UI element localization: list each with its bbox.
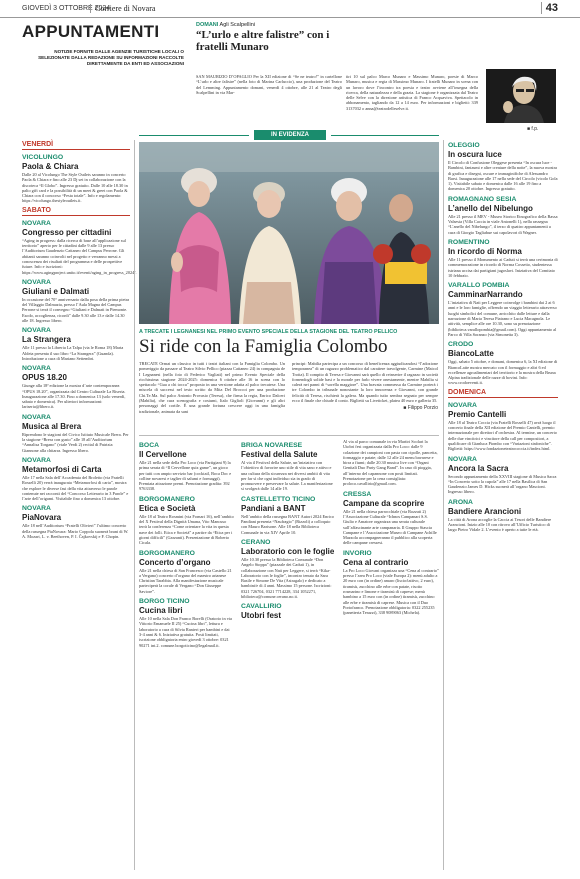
top-story-col2: tiri 10 sul palco Marco Munaro e Massimo Munaro, poesie di Marco Munaro, musica e regia di Massimo Munaro. I fratelli Munaro in scena con un lavoro dove l’incontro tra poesia e teatro avviene all’insegna della ricerca, della naturalezza e della grazia. La stagione è organizzata dal Teatro delle Selve con la direzione artistica di Franco Acquaviva. Spettacolo in abbonamento, tagliando da 12 a 14 euro. Per informazioni e biglietti: 339 3137032 o anna@teatrodelleselve.it. — [346, 74, 478, 111]
column-divider — [134, 140, 135, 870]
city-label: ARONA — [448, 498, 473, 506]
city-label: VARALLO POMBIA — [448, 282, 510, 290]
event-title: Concerto d’organo — [139, 557, 211, 567]
day-heading: SABATO — [22, 207, 130, 216]
event-title: Utobri fest — [241, 611, 281, 621]
issue-date: GIOVEDÌ 3 OTTOBRE 2024 — [22, 5, 111, 12]
page-number: 43 — [541, 2, 558, 14]
event-text: Giunge alla 18ª edizione la mostra d’arte contemporanea “OPUS 18.20”, organizzata dal Centro Culturale La Riseria. Inaugurazione alle 17.30. Fino a domenica 13 (solo venerdì, sabato e domenica). Per ulteriori informazioni: lariseria@libero.it. — [22, 383, 126, 410]
city-label: CASTELLETTO TICINO — [241, 495, 316, 503]
main-article-col2-wrap — [292, 361, 438, 411]
top-story — [196, 22, 342, 53]
event-text: Al via al parco comunale in via Martiri Scolari la Utobri fest organizzata dalla Pro Loco: dalle 9 colazione dei campioni con pasta con cipolle, pancetta, formaggio e patate; dalle 12 alle 24 menu bavarese e birra a fiumi; dalle 20.30 musica live con “Organi Genitali Duo Party Gang Band”. In caso di pioggia, all’interno del capannone con posti limitati. Prenotazione per la cena consigliata: proloco.cavallirio@gmail.com. — [343, 439, 438, 487]
event-title: OPUS 18.20 — [22, 373, 67, 383]
event-title: In ricordo di Norma — [448, 246, 522, 256]
event-title: Congresso per cittadini — [22, 227, 112, 237]
event-title: Bandiere Arancioni — [448, 506, 522, 516]
event-text: Oggi, sabato 5 ottobre, e domani, domenica 6, la XI edizione di BiancoLatte mostra mercato con il formaggio e altri 6 ed eccellenze agroalimentari del territorio e la mostra della Bruna Alpina tradizionale delle razze di bovini. Info: www.crodoeventi.it. — [448, 359, 558, 386]
page-header — [0, 0, 580, 18]
event-title: Pandiani a BANT — [241, 503, 306, 513]
column-divider — [443, 140, 444, 870]
event-text: Alle 10 nella Sala Don Franco Borelli (Oratorio in via Vittorio Emanuele II 25) “Cucina libri”, lettura e laboratorio a cura di Silvia Ranieri per bambini e dai 3-4 anni & 6. Iniziativa gratuita. Posti limitati, iscrizione obbligatoria entro giovedì 3 ottobre: 0321 90271 int.2. comune.borgoticino@legalmail.it. — [139, 616, 232, 648]
day-heading: DOMENICA — [448, 389, 558, 398]
city-label: BRIGA NOVARESE — [241, 442, 303, 449]
city-label: NOVARA — [22, 219, 51, 227]
city-label: BORGOMANERO — [139, 495, 195, 503]
event-title: BiancoLatte — [448, 349, 494, 359]
event-text: Il Circolo di Confusione Oleggese presenta “In oscura luce - Bambini, fantasmi e altre creature della notte”, la nuova mostra di grafica e disegni, oscure e immaginifiche di Alessandro Barsi. Inaugurazione alle 17 nella sede del Circolo (vicolo Gola 1). Visitabile sabato e domenica dalle 16 alle 19 fino a domenica 20 ottobre. Ingresso gratuito. — [448, 160, 558, 192]
city-label: BOCA — [139, 442, 160, 449]
main-headline: Si ride con la Famiglia Colombo — [139, 336, 388, 357]
event-title: La Strangera — [22, 335, 71, 345]
city-label: ROMENTINO — [448, 238, 490, 246]
evidenza-rule-right — [331, 135, 439, 136]
event-text: “Aging in progress: dalla ricerca di base all’applicazione sul territorio” aperto per le cittadini dalle 9 alle 13 presso l’Auditorium Gaudenzio Cattaneo del Campus Perrone. Gli abitanti saranno coinvolti nel progetto e verranno messi a conoscenza dei risultati del programma e delle prospettive future. Info e iscrizioni: https://www.agingproject.unito.it/eventi/aging_in_progress_2024/. — [22, 237, 137, 275]
event-text: La Pro Loco Giovani organizza una “Cena al contrario” presso l’area Pro Loco (viale Europa 2): menù adulto a 20 euro con (in ordine) amaro (liscio/tattivo, 2 euro), tiramisù, zucchino alle erbe con patate, risotto rosmarino e limone e tiramisù di caprese; menù bambino a 15 euro con (in ordine) tiramisù, zucchino alle erbe e tiramisù di caprese. Musica con il Duo Portofranco. Prenotazione obbligatoria: 0322 255235 (panetteria Terazzi), 338 9089063 (Michela). — [343, 567, 439, 616]
event-title: Metamorfosi di Carta — [22, 464, 102, 474]
event-title: Laboratorio con le foglie — [241, 546, 335, 556]
main-article-author: ■ Filippo Porzio — [403, 405, 438, 412]
top-story-signature: ■ f.p. — [527, 126, 539, 132]
event-text: La città di Arona accoglie la Caccia ai Tesori delle Bandiere Arancioni. Inizio alle 10 con ritrovo all’Ufficio Turistico di largo Pietro Vidale 2. L’evento è aperto a tutte le età. — [448, 516, 552, 533]
event-title: L’anello del Nibelungo — [448, 203, 533, 213]
event-text: Alle 21 presso il MEV - Museo Storico Etnografico della Bassa Valsesia (Villa Caccia in viale Antonelli 1), nella rassegna “L’anello del Nibelungo”, il terzo di quattro appuntamenti a cura di Giorgio Tagliabue sui capolavori di Wagner. — [448, 213, 558, 235]
main-article-col2: principi: Mabilia partecipa a un concorso di beneficenza aggiudicandosi “l’adozione temporanea” di un ragazzo problematico dal carattere travolgente, Carmine (Maicol Trotta). Il compito di Teresa e Giovanni sarà quello di reinserire il ragazzo in società fornendogli solide basi e la morale per farlo vivere onestamente, mentre Mabilia si calerà nei panni di “sorella maggiore”. Una bravata commessa da Carmine porterà i tre Colombo in tribunale nonostante la loro innocenza e Giovanni, con grande felicità di Teresa, rischierà la galera. Ma quando tutto sembra segnato per sempre ecco il finale che chiude il conto. Biglietti su Liveticket, platea 40 euro e galleria 35. — [292, 361, 438, 404]
event-title: Ancora la Sacra — [448, 463, 509, 473]
center-column-2 — [241, 438, 336, 620]
event-title: In oscura luce — [448, 150, 502, 159]
event-title: Premio Cantelli — [448, 409, 507, 419]
event-title: Giuliani e Dalmati — [22, 286, 90, 296]
section-title: APPUNTAMENTI — [22, 22, 160, 41]
city-label: CERANO — [241, 538, 271, 546]
event-text: L’iniziativa di Nati per Leggere coinvolge i bambini dai 2 ai 6 anni e le loro famiglie, offrendo un viaggio letterario attraverso luoghi simbolici del comune, arricchito dalle letture e dalla narrazione di Maria Teresa Piatrano e Lucia Macagnola. Le attività, semplice alle ore 10.30, sono su prenotazione (biblioteca.varallopombia@gmail.com). Oggi appuntamento al Parco di Villa Soranzo (via Simonetta 3). — [448, 300, 557, 337]
city-label: NOVARA — [22, 413, 51, 421]
top-story-section: DOMANI Agli Scalpellini — [196, 22, 256, 28]
section-rule — [139, 435, 439, 436]
city-label: NOVARA — [22, 456, 51, 464]
event-title: Il Cervellone — [139, 450, 187, 459]
legnanesi-photo — [139, 142, 439, 324]
event-text: Alle 11 presso il Monumento ai Caduti si terrà una cerimonia di commemorazione in ricordo di Norma Cossetto, studentessa istriana uccisa dai partigiani jugoslavi. Iniziativa del Comitato 10 febbraio. — [448, 256, 558, 278]
center-column-3 — [343, 438, 439, 615]
event-text: Alle 21 nella chiesa di San Francesco (via Castello 21 a Vergano) concerto d’organo del maestro arianese Christian Tarabbia. Alla manifestazione musicale parteciperà la corale di Vergano “Don Giuseppe Saviore”. — [139, 567, 232, 594]
event-text: Alle 18 nell’Auditorium “Fratelli Olivieri” l’ultimo concerto della rassegna PiaNovara: Mario Coppola suonerà brani di W. A. Mozart, L. v. Beethoven, P. I. Čajkovskij e F. Chopin. — [22, 523, 129, 539]
event-text: Alle 21 nella chiesa parrocchiale (via Rozzati 2) l’Associazione Culturale “Ichnos Campanari S.S. Giulio e Amatore organizza una serata culturale sull’affascinante arte campanaria. Il Gruppo Stascia Campane e l’Associazione Museo di Campane Achille Mazzola accompagneranno il pubblico alla scoperta delle campane cressesi. — [343, 508, 437, 546]
event-text: Alle 17 nella Sala dell’Accademia del Broletto (via Fratelli Rosselli 20) verrà inaugurata “Metamorfosi di carta”, mostra che esplore le diverse fasi della vita attraverso le parole contenute nei racconti del “Concorso Letterario in 3 Parole” e l’arte dell’origami. Visitabile fino a domenica 13 ottobre. — [22, 474, 129, 502]
city-label: CAVALLIRIO — [241, 603, 282, 611]
event-title: Campane da scoprire — [343, 498, 425, 508]
city-label: NOVARA — [22, 278, 51, 286]
evidenza-rule-left — [139, 135, 249, 136]
event-text: Alle 18 al Teatro Coccia (via Fratelli Rosselli 47) avrà luogo il concerto finale della XII edizione del Premio Cantelli, premio internazionale per direttori d’orchestra. Al termine, un concerto delle due vincitrici e vincitore della call per compositori, a qualificare di Gianluca Piombo con “Variazioni sinfoniche”. Biglietti: https://www.fondazioneteatrococcia.it/index.html. — [448, 419, 557, 452]
city-label: NOVARA — [22, 327, 51, 335]
event-title: Cucina libri — [139, 606, 183, 616]
event-text: Alle 10.30 presso la Biblioteca Comunale “Don Angelo Stoppa” (piazzale dei Caduti 1), in collaborazione con Nati per Leggere, si terrà “Kika-Laboratorio con le foglie”, incontro tenuto da Sara Basile e Simone De Vita (Astragalo) e dedicato a bambini/e di 4 anni. Massimo 15 persone. Iscrizioni: 0321 726704, 0321 7714228, 334 1052271, biblioteca@comune.cerano.no.it. — [241, 556, 332, 600]
top-story-col1: SAN MAURIZIO D’OPAGLIO Per la XII edizione di “Se ne teatro!” in cartellone “L’urlo e altre falistre” (nella foto di Marina Carluccio), una produzione del Teatro del Lemming. Appuntamento domani, venerdì 4 ottobre, alle 21 al Teatro degli Scalpellini in via Mar- — [196, 74, 342, 95]
top-story-headline: “L’urlo e altre falistre” con i fratelli Munaro — [196, 29, 330, 53]
event-title: CamminarNarrando — [448, 290, 523, 300]
right-column — [448, 138, 558, 533]
city-label: NOVARA — [448, 401, 477, 409]
city-label: VICOLUNGO — [22, 154, 64, 161]
event-text: In occasione del 70° anniversario dalla posa della prima pietra del Villaggio Dalmazia, presso l’Aula Magna del Campus Perrone si terrà il convegno “Giuliani e Dalmati in Piemonte. Esodo, accoglienza, ricordi” dalle 9.30 alle 13 e dalle 14.30 alle 18. Ingresso libero. — [22, 296, 130, 324]
city-label: BORGOMANERO — [139, 549, 195, 557]
event-text: Secondo appuntamento della XXVIII stagione di Musica Sacra “In Concerto sotto la cupola” alle 17 nella Basilica di San Gaudenzio James D. Hicks suonerà all’organo Mascioni. Ingresso libero. — [448, 473, 557, 495]
event-text: Riprendono le stagioni del Civico Istituto Musicale Brera. Per la stagione “Brera con gusto” alle 18 all’Auditorium “Annalisa Torgano” (viale Verdi 2) recital di Patrizia Giannone alla chitarra. Ingresso libero. — [22, 431, 129, 453]
event-text: Alle 21 nella sede della Pro Loco (via Partigiani 9) la prima serata di “Il Cervellone quiz game”, un gioco per tutti con ampio servizio bar (cocktail, Boca Doc e colline novaresi e taglier di salumi e formaggi). Premiata attrazione premi. Prenotazione gradita: 392 9763338. — [139, 460, 232, 492]
event-title: Cena al contrario — [343, 557, 409, 567]
event-text: Alle 18 al Teatro Rosmini (via Fornari 16), nell’ambito del X Festival della Dignità Umana, Vito Mancuso terrà la conferenza “Come orientare la vita in questa nave dei folli. Etica e Società” a partire da “Etica per i giorni difficili” (Garzanti). Presentazione di Roberto Cicala. — [139, 513, 234, 546]
city-label: ROMAGNANO SESIA — [448, 195, 517, 203]
center-column-1 — [139, 438, 234, 648]
event-text: Alle 11 presso la Libreria La Talpa (via le Roma 18) Marta Aldeia presenta il suo libro “La Strangera” (Guanda). Introduzione a cura di Mariano Settembri. — [22, 345, 124, 361]
main-article-col1: TRECATE Ormai un classico in tutti i teatri italiani con la Famiglia Colombo. Un pomeriggio da passare al Teatro Silvio Pellico (piazza Cattaneo 24) in compagnia de I Legnanesi (nella foto di Federico Vagliati) nel primo Evento Speciale della ricchissima stagione 2024-2025: domenica 6 ottobre alle 16 in scena con lo spettacolo “Gua a chi tocca” proposto in una versione adatta al palco trecatese. Una miscela di successi nel testo scritto da Mita Del Broccoi per una produzione Chi.Te.Ma. Sul palco Antonio Provasio (Teresa), che firma la regia, Enrico Dalceri (Mabilia), che cura scenografia e costumi, Italo Giglioli (Giovanni) e gli altri personaggi del cortile. È una grande fortuna crescere oggi in una famiglia tradizionale, animata da sani — [139, 361, 285, 414]
section-note: NOTIZIE FORNITE DALLE AGENZIE TURISTICHE LOCALI O SELEZIONATE DALLA REDAZIONE SU INFORMAZIONI RACCOLTE DIRETTAMENTE DA ENTI ED ASSOCIAZIONI — [38, 49, 184, 66]
event-text: Nell’ambito della rassegna BANT Autori 2024 Enrico Pandiani presenta “Naufragio” (Rizzoli) a colloquio con Mauro Barisone. Alle 18 nella Biblioteca Comunale in via XIV Aprile 10. — [241, 513, 334, 535]
left-column — [22, 138, 137, 539]
city-label: BORGO TICINO — [139, 598, 190, 606]
main-kicker: A TRECATE I LEGNANESI NEL PRIMO EVENTO SPECIALE DELLA STAGIONE DEL TEATRO PELLICO — [139, 329, 398, 335]
event-title: Etica e Società — [139, 503, 196, 513]
portrait-photo — [486, 69, 556, 123]
city-label: NOVARA — [448, 455, 477, 463]
city-label: CRESSA — [343, 490, 372, 498]
day-heading: VENERDÌ — [22, 141, 130, 150]
event-text: Dalle 20 al Vicolungo The Style Outlets saranno in concerto Paola & Chiara e fino alle 23 Dj set in collaborazione con la discoteca “Il Globo”. Ingresso gratuito. Dalle 10 alle 18.30 in palio gift card e la possibilità di un meet & greet con Paola & Chiara con il concorso “Festa totale”. Info e regolamento: https://vicolungo.thestyleoutlets.it. — [22, 172, 128, 204]
event-title: PiaNovara — [22, 513, 62, 523]
city-label: CRODO — [448, 341, 474, 349]
city-label: INVORIO — [343, 549, 372, 557]
event-title: Festival della Salute — [241, 450, 318, 459]
event-title: Paola & Chiara — [22, 162, 79, 171]
event-title: Musica al Brera — [22, 421, 82, 431]
newspaper-name: Corriere di Novara — [90, 4, 155, 13]
city-label: NOVARA — [22, 505, 51, 513]
city-label: OLEGGIO — [448, 142, 480, 149]
city-label: NOVARA — [22, 365, 51, 373]
evidenza-badge: IN EVIDENZA — [254, 130, 326, 140]
event-text: Al via il Festival della Salute, un’iniziativa con l’obiettivo di favorire uno stile di vita sano e attivo e una cultura della sicurezza nei diversi ambiti di vita per far sì che ogni individuo sia in grado di promuovere e preservare la salute. La manifestazione si svolgerà dalle 14 alle 19. — [241, 460, 333, 492]
